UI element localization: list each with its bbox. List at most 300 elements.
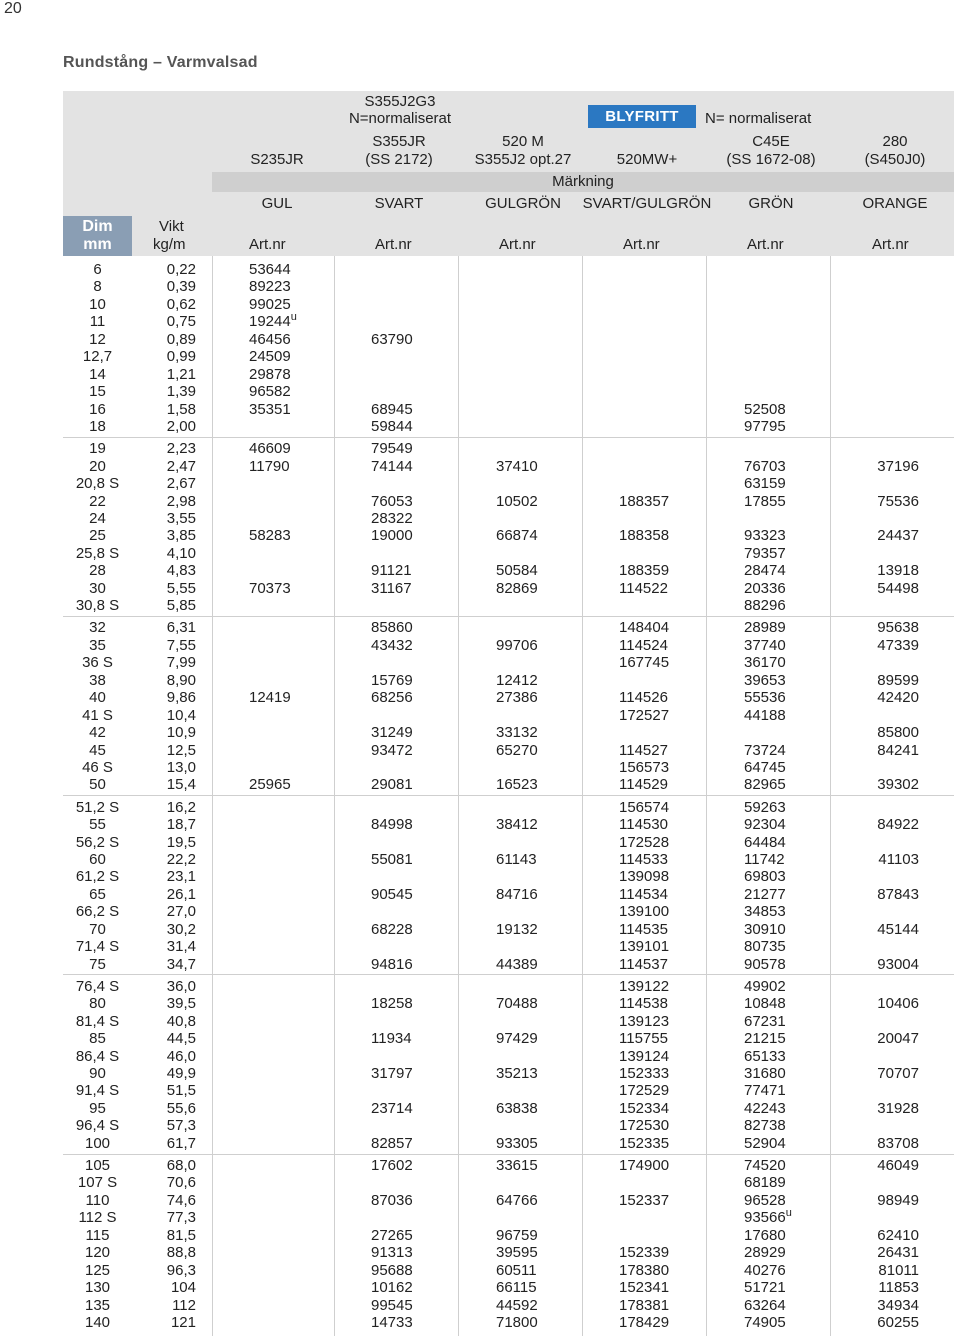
table-row	[0, 1244, 960, 1261]
table-row	[0, 366, 960, 383]
cell-gulgron: 66115	[496, 1279, 537, 1296]
footnote-mark: u	[785, 1207, 792, 1219]
cell-dim: 76,4 S	[75, 978, 120, 995]
cell-dim: 30	[89, 580, 106, 597]
cell-dim: 66,2 S	[75, 903, 120, 920]
table-row	[0, 689, 960, 706]
cell-vikt: 4,83	[166, 562, 196, 579]
table-row	[0, 527, 960, 544]
cell-gron: 76703	[744, 458, 786, 475]
cell-svart-gulgron: 188358	[619, 527, 670, 544]
color-svart: SVART	[374, 195, 424, 212]
cell-gron: 52904	[744, 1135, 786, 1152]
cell-vikt: 8,90	[166, 672, 196, 689]
cell-vikt: 9,86	[166, 689, 196, 706]
cell-vikt: 0,99	[166, 348, 196, 365]
cell-dim: 41 S	[82, 707, 113, 724]
cell-gul: 24509	[249, 348, 291, 365]
cell-svart-gulgron: 114526	[619, 689, 668, 706]
cell-vikt: 49,9	[166, 1065, 196, 1082]
cell-dim: 40	[89, 689, 106, 706]
table-row	[0, 903, 960, 920]
cell-vikt: 26,1	[166, 886, 196, 903]
cell-svart-gulgron: 178429	[619, 1314, 670, 1331]
cell-gulgron: 38412	[496, 816, 538, 833]
cell-gron: 74520	[744, 1157, 786, 1174]
cell-dim: 24	[89, 510, 106, 527]
table-row	[0, 348, 960, 365]
normaliserat-note: N= normaliserat	[705, 110, 812, 127]
table-row	[0, 1279, 960, 1296]
cell-dim: 115	[85, 1227, 110, 1244]
cell-orange: 20047	[877, 1030, 919, 1047]
cell-vikt: 2,00	[166, 418, 196, 435]
cell-dim: 18	[89, 418, 106, 435]
color-svart-gulgron: SVART/GULGRÖN	[582, 195, 712, 212]
cell-dim: 35	[89, 637, 106, 654]
cell-orange: 84922	[877, 816, 919, 833]
table-row	[0, 313, 960, 330]
artnr-gron: Art.nr	[747, 236, 784, 253]
cell-gron: 79357	[744, 545, 786, 562]
cell-orange: 87843	[877, 886, 919, 903]
cell-gron: 30910	[744, 921, 786, 938]
cell-gron: 82965	[744, 776, 786, 793]
cell-dim: 15	[89, 383, 106, 400]
cell-gul: 12419	[249, 689, 291, 706]
cell-gron: 42243	[744, 1100, 786, 1117]
table-row	[0, 672, 960, 689]
table-row	[0, 401, 960, 418]
cell-gron: 55536	[744, 689, 786, 706]
blyfritt-badge: BLYFRITT	[588, 105, 696, 128]
cell-vikt: 70,6	[166, 1174, 196, 1191]
cell-dim: 96,4 S	[75, 1117, 120, 1134]
cell-gron: 51721	[744, 1279, 786, 1296]
table-row	[0, 597, 960, 614]
cell-dim: 130	[84, 1279, 111, 1296]
cell-gron: 20336	[744, 580, 786, 597]
cell-gulgron: 39595	[496, 1244, 538, 1261]
cell-dim: 50	[89, 776, 106, 793]
cell-orange: 34934	[877, 1297, 919, 1314]
table-row	[0, 921, 960, 938]
table-row	[0, 619, 960, 636]
cell-svart: 43432	[371, 637, 413, 654]
table-row	[0, 458, 960, 475]
cell-orange: 98949	[877, 1192, 919, 1209]
cell-dim: 70	[89, 921, 106, 938]
cell-svart: 68256	[371, 689, 413, 706]
cell-gulgron: 63838	[496, 1100, 538, 1117]
cell-vikt: 44,5	[166, 1030, 196, 1047]
artnr-gul: Art.nr	[249, 236, 286, 253]
table-row	[0, 637, 960, 654]
cell-orange: 75536	[877, 493, 919, 510]
grade-5-line2: (SS 1672-08)	[726, 151, 816, 168]
cell-dim: 107 S	[77, 1174, 118, 1191]
cell-dim: 105	[84, 1157, 111, 1174]
cell-dim: 22	[89, 493, 106, 510]
cell-gron: 90578	[744, 956, 786, 973]
cell-vikt: 81,5	[166, 1227, 196, 1244]
cell-vikt: 57,3	[166, 1117, 196, 1134]
cell-svart-gulgron: 152334	[619, 1100, 670, 1117]
table-row	[0, 1192, 960, 1209]
table-row	[0, 1135, 960, 1152]
cell-svart-gulgron: 156573	[619, 759, 670, 776]
cell-dim: 12,7	[82, 348, 113, 365]
cell-orange: 89599	[877, 672, 919, 689]
cell-svart-gulgron: 139101	[619, 938, 670, 955]
cell-dim: 12	[89, 331, 106, 348]
artnr-orange: Art.nr	[872, 236, 909, 253]
cell-gulgron: 97429	[496, 1030, 538, 1047]
table-row	[0, 742, 960, 759]
cell-dim: 30,8 S	[75, 597, 120, 614]
cell-dim: 90	[89, 1065, 106, 1082]
cell-dim: 85	[89, 1030, 106, 1047]
table-row	[0, 956, 960, 973]
cell-vikt: 0,75	[166, 313, 196, 330]
table-row	[0, 868, 960, 885]
table-row	[0, 1065, 960, 1082]
cell-gulgron: 64766	[496, 1192, 538, 1209]
cell-svart: 59844	[371, 418, 413, 435]
cell-gul: 89223	[249, 278, 291, 295]
table-row	[0, 510, 960, 527]
cell-gron: 93566$^u$	[744, 1207, 792, 1226]
cell-gulgron: 82869	[496, 580, 538, 597]
cell-vikt: 2,67	[166, 475, 196, 492]
cell-vikt: 16,2	[166, 799, 196, 816]
page-number: 20	[4, 0, 22, 17]
cell-svart: 11934	[371, 1030, 412, 1047]
cell-svart-gulgron: 115755	[619, 1030, 668, 1047]
cell-gron: 28929	[744, 1244, 786, 1261]
cell-dim: 42	[89, 724, 106, 741]
cell-vikt: 88,8	[166, 1244, 196, 1261]
table-row	[0, 562, 960, 579]
cell-dim: 112 S	[78, 1209, 117, 1226]
cell-orange: 81011	[878, 1262, 919, 1279]
cell-orange: 11853	[878, 1279, 919, 1296]
cell-vikt: 5,55	[166, 580, 196, 597]
cell-gulgron: 61143	[496, 851, 537, 868]
cell-gron: 36170	[744, 654, 786, 671]
dim-label: Dim	[82, 218, 113, 235]
cell-vikt: 34,7	[166, 956, 196, 973]
cell-svart-gulgron: 114530	[619, 816, 668, 833]
artnr-gulgron: Art.nr	[499, 236, 536, 253]
cell-gron: 63264	[744, 1297, 786, 1314]
cell-gron: 65133	[744, 1048, 786, 1065]
cell-gulgron: 93305	[496, 1135, 538, 1152]
cell-gulgron: 70488	[496, 995, 538, 1012]
cell-svart: 15769	[371, 672, 413, 689]
cell-vikt: 0,39	[166, 278, 196, 295]
cell-dim: 32	[89, 619, 106, 636]
group-separator	[63, 616, 954, 617]
cell-gron: 11742	[744, 851, 785, 868]
cell-vikt: 46,0	[166, 1048, 196, 1065]
cell-dim: 38	[89, 672, 106, 689]
grade-3-line2: S355J2 opt.27	[474, 151, 572, 168]
cell-vikt: 6,31	[166, 619, 196, 636]
cell-dim: 61,2 S	[75, 868, 120, 885]
cell-gron: 44188	[744, 707, 786, 724]
cell-orange: 31928	[877, 1100, 919, 1117]
cell-dim: 28	[89, 562, 106, 579]
cell-orange: 10406	[877, 995, 919, 1012]
cell-gulgron: 37410	[496, 458, 538, 475]
cell-gron: 10848	[744, 995, 786, 1012]
cell-svart-gulgron: 172529	[619, 1082, 670, 1099]
table-row	[0, 296, 960, 313]
cell-dim: 55	[89, 816, 106, 833]
cell-orange: 13918	[877, 562, 919, 579]
cell-gulgron: 44592	[496, 1297, 538, 1314]
dim-unit: mm	[83, 236, 112, 253]
cell-gron: 69803	[744, 868, 786, 885]
cell-svart: 85860	[371, 619, 413, 636]
cell-dim: 135	[84, 1297, 111, 1314]
cell-orange: 41103	[878, 851, 919, 868]
cell-gron: 39653	[744, 672, 786, 689]
cell-svart-gulgron: 139122	[619, 978, 670, 995]
cell-vikt: 18,7	[166, 816, 196, 833]
cell-gron: 28989	[744, 619, 786, 636]
cell-svart: 29081	[371, 776, 413, 793]
cell-svart-gulgron: 139100	[619, 903, 670, 920]
cell-vikt: 1,39	[166, 383, 196, 400]
grade-4-line2: 520MW+	[616, 151, 678, 168]
cell-vikt: 36,0	[166, 978, 196, 995]
group-separator	[63, 437, 954, 438]
page-title: Rundstång – Varmvalsad	[63, 54, 258, 71]
table-row	[0, 724, 960, 741]
cell-vikt: 55,6	[166, 1100, 196, 1117]
cell-dim: 65	[89, 886, 106, 903]
cell-gron: 52508	[744, 401, 786, 418]
cell-gulgron: 16523	[496, 776, 538, 793]
cell-svart: 10162	[371, 1279, 413, 1296]
cell-svart-gulgron: 152337	[619, 1192, 670, 1209]
cell-svart-gulgron: 139124	[619, 1048, 670, 1065]
cell-svart: 31167	[371, 580, 412, 597]
cell-svart-gulgron: 114529	[619, 776, 668, 793]
cell-orange: 60255	[877, 1314, 919, 1331]
cell-dim: 110	[85, 1192, 110, 1209]
cell-svart: 31797	[371, 1065, 413, 1082]
cell-dim: 25	[89, 527, 106, 544]
table-row	[0, 851, 960, 868]
cell-dim: 25,8 S	[75, 545, 120, 562]
cell-gron: 17680	[744, 1227, 786, 1244]
cell-vikt: 61,7	[166, 1135, 196, 1152]
cell-gulgron: 33615	[496, 1157, 538, 1174]
cell-svart: 94816	[371, 956, 413, 973]
cell-orange: 85800	[877, 724, 919, 741]
cell-svart: 82857	[371, 1135, 413, 1152]
cell-orange: 37196	[877, 458, 919, 475]
cell-svart-gulgron: 152339	[619, 1244, 670, 1261]
cell-vikt: 74,6	[166, 1192, 196, 1209]
cell-dim: 60	[89, 851, 106, 868]
table-row	[0, 1262, 960, 1279]
cell-vikt: 5,85	[166, 597, 196, 614]
cell-gron: 80735	[744, 938, 786, 955]
cell-dim: 19	[89, 440, 106, 457]
table-row	[0, 1297, 960, 1314]
cell-gron: 17855	[744, 493, 786, 510]
cell-gulgron: 27386	[496, 689, 538, 706]
cell-svart: 68945	[371, 401, 413, 418]
cell-vikt: 27,0	[166, 903, 196, 920]
cell-gulgron: 12412	[496, 672, 538, 689]
cell-gron: 64745	[744, 759, 786, 776]
color-gulgron: GULGRÖN	[485, 195, 561, 212]
cell-vikt: 13,0	[166, 759, 196, 776]
cell-gulgron: 71800	[496, 1314, 538, 1331]
table-row	[0, 1082, 960, 1099]
cell-vikt: 30,2	[166, 921, 196, 938]
cell-svart: 55081	[371, 851, 413, 868]
group-separator	[63, 795, 954, 796]
cell-gul: 53644	[249, 261, 291, 278]
cell-orange: 62410	[877, 1227, 919, 1244]
table-row	[0, 1048, 960, 1065]
cell-vikt: 15,4	[166, 776, 196, 793]
cell-gron: 93323	[744, 527, 786, 544]
cell-gron: 74905	[744, 1314, 786, 1331]
cell-gron: 28474	[744, 562, 786, 579]
cell-vikt: 31,4	[166, 938, 196, 955]
grade-6-line2: (S450J0)	[864, 151, 926, 168]
cell-gul: 11790	[249, 458, 290, 475]
cell-svart-gulgron: 178380	[619, 1262, 670, 1279]
cell-gul: 25965	[249, 776, 291, 793]
cell-orange: 45144	[877, 921, 919, 938]
table-row	[0, 1314, 960, 1331]
cell-gul: 96582	[249, 383, 291, 400]
cell-svart-gulgron: 178381	[619, 1297, 670, 1314]
cell-gulgron: 19132	[496, 921, 538, 938]
cell-dim: 86,4 S	[75, 1048, 120, 1065]
cell-vikt: 104	[170, 1279, 196, 1296]
cell-gul: 19244$^u$	[249, 311, 297, 330]
cell-vikt: 22,2	[166, 851, 196, 868]
cell-vikt: 1,58	[166, 401, 196, 418]
cell-svart-gulgron: 188357	[619, 493, 670, 510]
cell-dim: 36 S	[82, 654, 113, 671]
cell-svart-gulgron: 114524	[619, 637, 668, 654]
cell-svart-gulgron: 172530	[619, 1117, 670, 1134]
cell-gron: 73724	[744, 742, 786, 759]
cell-svart: 90545	[371, 886, 413, 903]
color-orange: ORANGE	[862, 195, 928, 212]
cell-vikt: 51,5	[166, 1082, 196, 1099]
grade-2-line1: S355JR	[372, 133, 426, 150]
cell-gul: 46456	[249, 331, 291, 348]
cell-gulgron: 60511	[496, 1262, 537, 1279]
cell-vikt: 7,99	[166, 654, 196, 671]
cell-vikt: 10,4	[166, 707, 196, 724]
table-row	[0, 261, 960, 278]
cell-svart: 23714	[371, 1100, 413, 1117]
color-gul: GUL	[261, 195, 293, 212]
table-row	[0, 331, 960, 348]
cell-dim: 81,4 S	[75, 1013, 120, 1030]
cell-vikt: 12,5	[166, 742, 196, 759]
cell-svart: 95688	[371, 1262, 413, 1279]
cell-vikt: 96,3	[166, 1262, 196, 1279]
artnr-svart-gulgron: Art.nr	[623, 236, 660, 253]
table-row	[0, 418, 960, 435]
cell-svart-gulgron: 172528	[619, 834, 670, 851]
table-row	[0, 834, 960, 851]
cell-gron: 34853	[744, 903, 786, 920]
cell-dim: 46 S	[82, 759, 113, 776]
cell-svart: 31249	[371, 724, 413, 741]
cell-orange: 26431	[877, 1244, 919, 1261]
table-row	[0, 1100, 960, 1117]
cell-svart-gulgron: 167745	[619, 654, 670, 671]
cell-vikt: 0,22	[166, 261, 196, 278]
cell-dim: 10	[89, 296, 106, 313]
cell-svart: 63790	[371, 331, 413, 348]
cell-svart: 84998	[371, 816, 413, 833]
cell-gulgron: 33132	[496, 724, 538, 741]
cell-vikt: 39,5	[166, 995, 196, 1012]
cell-svart-gulgron: 139123	[619, 1013, 670, 1030]
cell-gul: 29878	[249, 366, 291, 383]
cell-svart-gulgron: 114527	[619, 742, 668, 759]
cell-gron: 77471	[744, 1082, 786, 1099]
cell-orange: 95638	[877, 619, 919, 636]
grade-1-line2: S235JR	[250, 151, 304, 168]
cell-dim: 51,2 S	[75, 799, 120, 816]
table-row	[0, 654, 960, 671]
table-row	[0, 475, 960, 492]
cell-orange: 46049	[877, 1157, 919, 1174]
cell-dim: 95	[89, 1100, 106, 1117]
cell-orange: 54498	[877, 580, 919, 597]
cell-gron: 37740	[744, 637, 786, 654]
cell-svart: 68228	[371, 921, 413, 938]
cell-gul: 58283	[249, 527, 291, 544]
cell-vikt: 0,62	[166, 296, 196, 313]
cell-vikt: 112	[172, 1297, 196, 1314]
vikt-label: Vikt	[159, 218, 184, 235]
table-row	[0, 1117, 960, 1134]
table-row	[0, 886, 960, 903]
cell-gron: 96528	[744, 1192, 786, 1209]
cell-vikt: 4,10	[166, 545, 196, 562]
cell-svart-gulgron: 148404	[619, 619, 670, 636]
cell-dim: 6	[93, 261, 102, 278]
cell-gron: 21215	[744, 1030, 786, 1047]
table-row	[0, 938, 960, 955]
cell-svart-gulgron: 114538	[619, 995, 668, 1012]
cell-svart: 17602	[371, 1157, 413, 1174]
cell-svart-gulgron: 114522	[619, 580, 668, 597]
table-row	[0, 799, 960, 816]
cell-svart-gulgron: 114533	[619, 851, 668, 868]
cell-gron: 97795	[744, 418, 786, 435]
cell-gulgron: 35213	[496, 1065, 538, 1082]
cell-orange: 84241	[877, 742, 919, 759]
